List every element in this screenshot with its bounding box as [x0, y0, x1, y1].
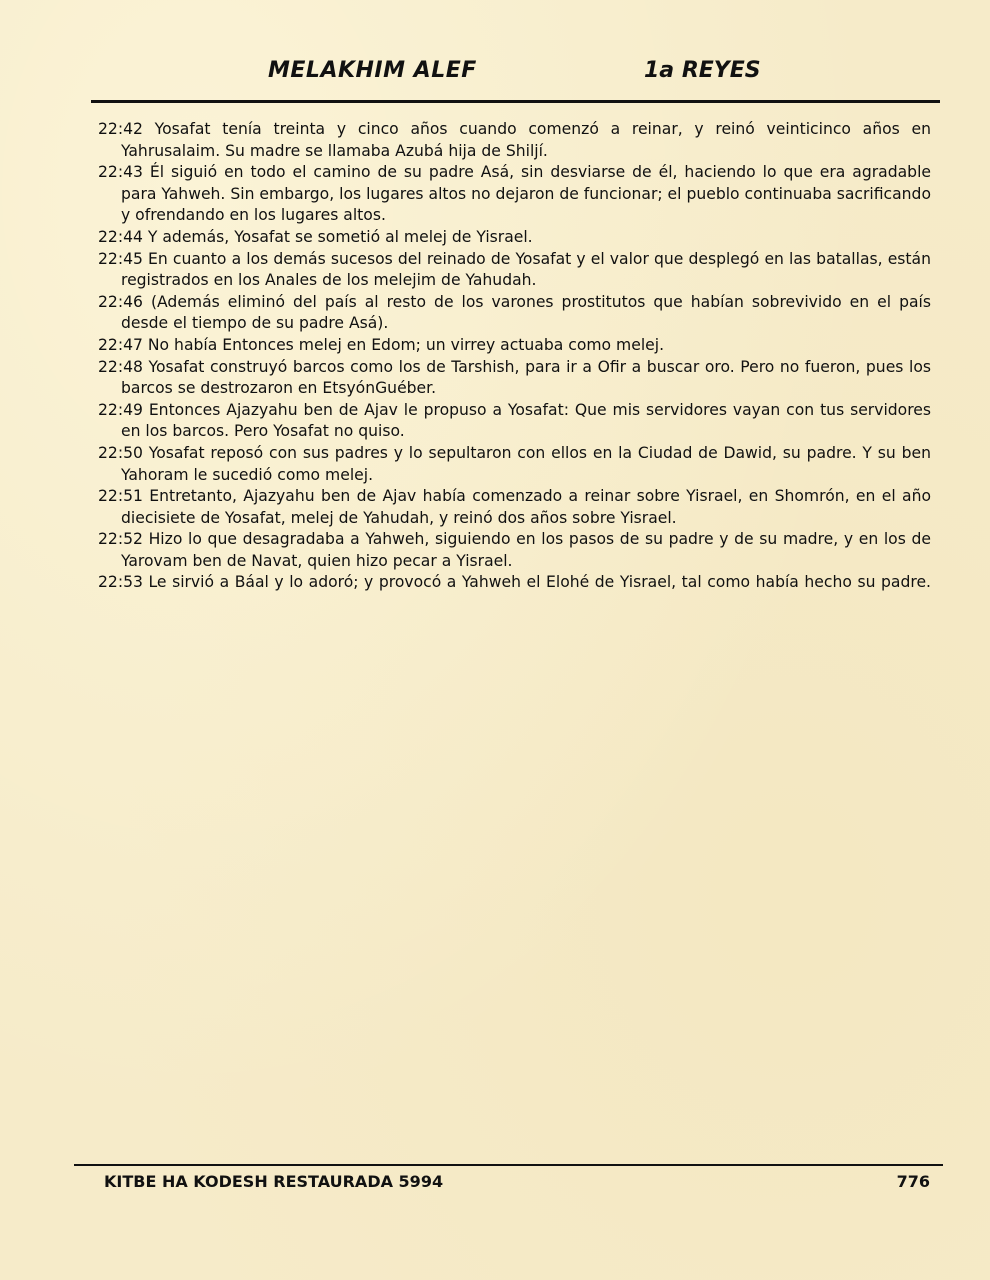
verse-22-44: 22:44 Y además, Yosafat se sometió al melej de Yisrael. — [98, 227, 533, 246]
verse-22-50: 22:50 Yosafat reposó con sus padres y lo sepultaron con ellos en la Ciudad de Dawid, su padre. Y su ben Yahoram le sucedió como melej. — [98, 443, 931, 484]
verse-22-45: 22:45 En cuanto a los demás sucesos del reinado de Yosafat y el valor que desplegó en las batallas, están registrados en los Anales de los melejim de Yahudah. — [98, 249, 931, 290]
header-divider — [91, 100, 940, 103]
verse-list — [98, 119, 931, 594]
verse-22-46: 22:46 (Además eliminó del país al resto de los varones prostitutos que habían sobrevivido en el país desde el tiempo de su padre Asá). — [98, 292, 931, 333]
header-book-title-spanish: 1a REYES — [644, 58, 761, 83]
verse-22-53: 22:53 Le sirvió a Báal y lo adoró; y provocó a Yahweh el Elohé de Yisrael, tal como había hecho su padre. — [98, 573, 931, 592]
page-number: 776 — [896, 1172, 930, 1191]
verse-22-47: 22:47 No había Entonces melej en Edom; un virrey actuaba como melej. — [98, 335, 665, 354]
verse-22-48: 22:48 Yosafat construyó barcos como los de Tarshish, para ir a Ofir a buscar oro. Pero no fueron, pues los barcos se destrozaron en EtsyónGuéber. — [98, 357, 931, 398]
verse-22-42: 22:42 Yosafat tenía treinta y cinco años cuando comenzó a reinar, y reinó veinticinco años en Yahrusalaim. Su madre se llamaba Azubá hija de Shiljí. — [98, 120, 931, 160]
verse-22-43: 22:43 Él siguió en todo el camino de su padre Asá, sin desviarse de él, haciendo lo que era agradable para Yahweh. Sin embargo, los lugares altos no dejaron de funcionar; el pueblo continuaba sacrificando y ofrendando en los lugares altos. — [98, 163, 931, 225]
header-book-title: MELAKHIM ALEF — [268, 58, 477, 83]
verse-22-49: 22:49 Entonces Ajazyahu ben de Ajav le propuso a Yosafat: Que mis servidores vayan con tus servidores en los barcos. Pero Yosafat no quiso. — [98, 400, 931, 441]
page-header — [0, 58, 990, 90]
verse-22-52: 22:52 Hizo lo que desagradaba a Yahweh, siguiendo en los pasos de su padre y de su madre, y en los de Yarovam ben de Navat, quien hizo pecar a Yisrael. — [98, 530, 931, 570]
footer-title: KITBE HA KODESH RESTAURADA 5994 — [104, 1172, 444, 1191]
footer-divider — [74, 1164, 943, 1166]
verse-22-51: 22:51 Entretanto, Ajazyahu ben de Ajav había comenzado a reinar sobre Yisrael, en Shomrón, en el año diecisiete de Yosafat, melej de Yahudah, y reinó dos años sobre Yisrael. — [98, 487, 931, 527]
